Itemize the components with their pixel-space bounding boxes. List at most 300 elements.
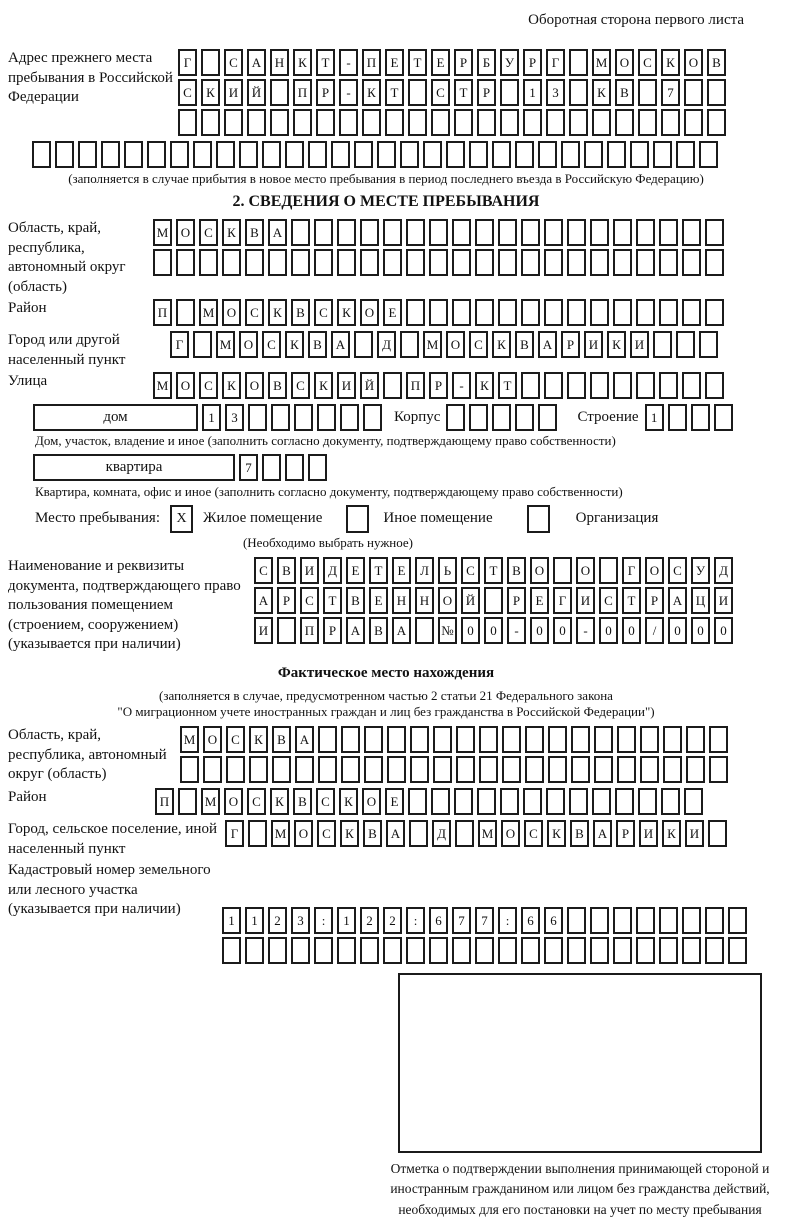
char-cell[interactable] xyxy=(640,726,659,753)
char-cell[interactable]: Р xyxy=(454,49,473,76)
char-cell[interactable] xyxy=(521,219,540,246)
char-cell[interactable]: Т xyxy=(484,557,503,584)
char-cell[interactable] xyxy=(339,109,358,136)
char-cell[interactable] xyxy=(431,109,450,136)
char-cell[interactable] xyxy=(360,219,379,246)
char-cell[interactable]: - xyxy=(339,49,358,76)
char-cell[interactable]: В xyxy=(268,372,287,399)
char-cell[interactable] xyxy=(314,219,333,246)
char-cell[interactable]: У xyxy=(500,49,519,76)
char-cell[interactable] xyxy=(247,109,266,136)
char-cell[interactable]: 7 xyxy=(239,454,258,481)
char-cell[interactable]: В xyxy=(346,587,365,614)
char-cell[interactable]: К xyxy=(475,372,494,399)
char-cell[interactable] xyxy=(590,219,609,246)
char-cell[interactable] xyxy=(661,109,680,136)
char-cell[interactable]: М xyxy=(478,820,497,847)
char-cell[interactable] xyxy=(699,141,718,168)
char-cell[interactable]: О xyxy=(530,557,549,584)
char-cell[interactable] xyxy=(561,141,580,168)
char-cell[interactable] xyxy=(636,907,655,934)
char-cell[interactable]: К xyxy=(270,788,289,815)
char-cell[interactable]: Е xyxy=(369,587,388,614)
char-cell[interactable] xyxy=(567,907,586,934)
char-cell[interactable] xyxy=(429,249,448,276)
char-cell[interactable] xyxy=(659,249,678,276)
char-cell[interactable] xyxy=(364,726,383,753)
char-cell[interactable]: Е xyxy=(431,49,450,76)
char-cell[interactable] xyxy=(318,756,337,783)
char-cell[interactable]: Л xyxy=(415,557,434,584)
char-cell[interactable] xyxy=(446,404,465,431)
char-cell[interactable] xyxy=(354,331,373,358)
checkbox-organizatsiya[interactable] xyxy=(527,505,550,533)
char-cell[interactable] xyxy=(538,141,557,168)
char-cell[interactable] xyxy=(262,454,281,481)
char-cell[interactable] xyxy=(193,141,212,168)
char-cell[interactable] xyxy=(502,726,521,753)
char-cell[interactable] xyxy=(590,907,609,934)
char-cell[interactable]: О xyxy=(176,219,195,246)
char-cell[interactable] xyxy=(500,109,519,136)
char-cell[interactable] xyxy=(569,49,588,76)
char-cell[interactable]: О xyxy=(222,299,241,326)
char-cell[interactable] xyxy=(387,756,406,783)
char-cell[interactable]: П xyxy=(406,372,425,399)
char-cell[interactable] xyxy=(663,756,682,783)
char-cell[interactable]: В xyxy=(515,331,534,358)
char-cell[interactable]: А xyxy=(346,617,365,644)
char-cell[interactable]: В xyxy=(570,820,589,847)
char-cell[interactable]: С xyxy=(524,820,543,847)
char-cell[interactable] xyxy=(475,299,494,326)
char-cell[interactable]: Е xyxy=(385,49,404,76)
char-cell[interactable] xyxy=(714,404,733,431)
char-cell[interactable] xyxy=(699,331,718,358)
char-cell[interactable] xyxy=(364,756,383,783)
char-cell[interactable]: О xyxy=(645,557,664,584)
char-cell[interactable] xyxy=(659,299,678,326)
char-cell[interactable]: М xyxy=(180,726,199,753)
char-cell[interactable] xyxy=(318,726,337,753)
char-cell[interactable] xyxy=(271,404,290,431)
char-cell[interactable] xyxy=(291,249,310,276)
char-cell[interactable] xyxy=(456,726,475,753)
char-cell[interactable]: М xyxy=(592,49,611,76)
char-cell[interactable] xyxy=(452,937,471,964)
char-cell[interactable]: Р xyxy=(429,372,448,399)
char-cell[interactable]: 6 xyxy=(429,907,448,934)
char-cell[interactable] xyxy=(567,372,586,399)
char-cell[interactable]: 6 xyxy=(544,907,563,934)
char-cell[interactable] xyxy=(613,907,632,934)
char-cell[interactable] xyxy=(248,404,267,431)
char-cell[interactable] xyxy=(268,937,287,964)
char-cell[interactable]: Р xyxy=(523,49,542,76)
char-cell[interactable] xyxy=(294,404,313,431)
char-cell[interactable]: И xyxy=(337,372,356,399)
char-cell[interactable]: 1 xyxy=(523,79,542,106)
char-cell[interactable] xyxy=(475,219,494,246)
char-cell[interactable]: Ц xyxy=(691,587,710,614)
char-cell[interactable] xyxy=(638,79,657,106)
char-cell[interactable] xyxy=(314,249,333,276)
char-cell[interactable]: К xyxy=(340,820,359,847)
char-cell[interactable]: К xyxy=(201,79,220,106)
char-cell[interactable] xyxy=(383,372,402,399)
char-cell[interactable] xyxy=(592,788,611,815)
char-cell[interactable]: А xyxy=(593,820,612,847)
char-cell[interactable] xyxy=(705,937,724,964)
char-cell[interactable]: К xyxy=(339,788,358,815)
char-cell[interactable]: В xyxy=(707,49,726,76)
char-cell[interactable] xyxy=(316,109,335,136)
char-cell[interactable]: 1 xyxy=(202,404,221,431)
char-cell[interactable] xyxy=(406,249,425,276)
char-cell[interactable] xyxy=(456,756,475,783)
char-cell[interactable] xyxy=(613,937,632,964)
char-cell[interactable] xyxy=(360,249,379,276)
char-cell[interactable] xyxy=(153,249,172,276)
char-cell[interactable]: Д xyxy=(714,557,733,584)
char-cell[interactable] xyxy=(636,937,655,964)
char-cell[interactable] xyxy=(55,141,74,168)
char-cell[interactable] xyxy=(201,109,220,136)
char-cell[interactable]: С xyxy=(469,331,488,358)
char-cell[interactable] xyxy=(500,788,519,815)
char-cell[interactable]: С xyxy=(317,820,336,847)
char-cell[interactable] xyxy=(308,141,327,168)
char-cell[interactable] xyxy=(291,937,310,964)
char-cell[interactable] xyxy=(638,788,657,815)
char-cell[interactable]: Е xyxy=(392,557,411,584)
char-cell[interactable] xyxy=(383,937,402,964)
char-cell[interactable]: Й xyxy=(360,372,379,399)
char-cell[interactable] xyxy=(684,79,703,106)
char-cell[interactable]: С xyxy=(226,726,245,753)
char-cell[interactable] xyxy=(590,299,609,326)
char-cell[interactable]: А xyxy=(254,587,273,614)
char-cell[interactable] xyxy=(682,937,701,964)
char-cell[interactable] xyxy=(538,404,557,431)
char-cell[interactable] xyxy=(484,587,503,614)
char-cell[interactable]: - xyxy=(507,617,526,644)
char-cell[interactable] xyxy=(340,404,359,431)
char-cell[interactable]: И xyxy=(630,331,649,358)
char-cell[interactable] xyxy=(705,299,724,326)
char-cell[interactable]: С xyxy=(431,79,450,106)
char-cell[interactable] xyxy=(544,299,563,326)
char-cell[interactable] xyxy=(498,937,517,964)
char-cell[interactable]: С xyxy=(599,587,618,614)
char-cell[interactable]: С xyxy=(262,331,281,358)
char-cell[interactable] xyxy=(515,404,534,431)
char-cell[interactable]: А xyxy=(392,617,411,644)
char-cell[interactable] xyxy=(101,141,120,168)
char-cell[interactable]: П xyxy=(155,788,174,815)
char-cell[interactable]: О xyxy=(684,49,703,76)
char-cell[interactable] xyxy=(515,141,534,168)
char-cell[interactable] xyxy=(410,756,429,783)
char-cell[interactable]: Е xyxy=(385,788,404,815)
char-cell[interactable]: 3 xyxy=(546,79,565,106)
char-cell[interactable] xyxy=(408,79,427,106)
char-cell[interactable]: К xyxy=(607,331,626,358)
char-cell[interactable] xyxy=(245,937,264,964)
char-cell[interactable] xyxy=(682,907,701,934)
char-cell[interactable] xyxy=(423,141,442,168)
char-cell[interactable]: М xyxy=(201,788,220,815)
char-cell[interactable]: 0 xyxy=(461,617,480,644)
char-cell[interactable]: Р xyxy=(277,587,296,614)
char-cell[interactable]: О xyxy=(438,587,457,614)
char-cell[interactable]: : xyxy=(314,907,333,934)
char-cell[interactable] xyxy=(613,299,632,326)
char-cell[interactable] xyxy=(387,726,406,753)
char-cell[interactable] xyxy=(385,109,404,136)
char-cell[interactable] xyxy=(728,907,747,934)
char-cell[interactable]: С xyxy=(461,557,480,584)
char-cell[interactable] xyxy=(521,937,540,964)
char-cell[interactable]: С xyxy=(254,557,273,584)
char-cell[interactable] xyxy=(590,249,609,276)
char-cell[interactable] xyxy=(594,726,613,753)
char-cell[interactable] xyxy=(676,331,695,358)
char-cell[interactable] xyxy=(613,372,632,399)
char-cell[interactable] xyxy=(571,726,590,753)
char-cell[interactable]: С xyxy=(199,372,218,399)
char-cell[interactable]: 0 xyxy=(714,617,733,644)
char-cell[interactable]: Р xyxy=(477,79,496,106)
char-cell[interactable] xyxy=(477,788,496,815)
char-cell[interactable]: П xyxy=(300,617,319,644)
char-cell[interactable] xyxy=(636,249,655,276)
char-cell[interactable] xyxy=(199,249,218,276)
char-cell[interactable]: А xyxy=(538,331,557,358)
char-cell[interactable]: К xyxy=(492,331,511,358)
char-cell[interactable]: 3 xyxy=(291,907,310,934)
checkbox-inoe-pomeshchenie[interactable] xyxy=(346,505,369,533)
char-cell[interactable]: № xyxy=(438,617,457,644)
char-cell[interactable] xyxy=(452,219,471,246)
char-cell[interactable] xyxy=(377,141,396,168)
char-cell[interactable] xyxy=(682,372,701,399)
char-cell[interactable]: Д xyxy=(432,820,451,847)
char-cell[interactable] xyxy=(590,372,609,399)
char-cell[interactable] xyxy=(567,937,586,964)
char-cell[interactable] xyxy=(201,49,220,76)
char-cell[interactable]: В xyxy=(507,557,526,584)
char-cell[interactable]: Г xyxy=(170,331,189,358)
char-cell[interactable]: П xyxy=(293,79,312,106)
char-cell[interactable] xyxy=(337,219,356,246)
char-cell[interactable] xyxy=(684,109,703,136)
char-cell[interactable] xyxy=(546,109,565,136)
char-cell[interactable]: О xyxy=(362,788,381,815)
char-cell[interactable] xyxy=(337,249,356,276)
char-cell[interactable]: 7 xyxy=(661,79,680,106)
char-cell[interactable] xyxy=(469,141,488,168)
char-cell[interactable]: Е xyxy=(383,299,402,326)
char-cell[interactable]: Т xyxy=(622,587,641,614)
char-cell[interactable] xyxy=(709,756,728,783)
char-cell[interactable]: А xyxy=(268,219,287,246)
char-cell[interactable] xyxy=(176,249,195,276)
char-cell[interactable] xyxy=(661,788,680,815)
char-cell[interactable]: 0 xyxy=(691,617,710,644)
char-cell[interactable] xyxy=(383,249,402,276)
char-cell[interactable] xyxy=(341,726,360,753)
char-cell[interactable] xyxy=(314,937,333,964)
char-cell[interactable]: 0 xyxy=(668,617,687,644)
char-cell[interactable] xyxy=(615,788,634,815)
char-cell[interactable] xyxy=(400,141,419,168)
char-cell[interactable]: Т xyxy=(454,79,473,106)
char-cell[interactable]: М xyxy=(271,820,290,847)
char-cell[interactable] xyxy=(567,299,586,326)
char-cell[interactable] xyxy=(594,756,613,783)
char-cell[interactable] xyxy=(500,79,519,106)
char-cell[interactable]: О xyxy=(203,726,222,753)
char-cell[interactable] xyxy=(502,756,521,783)
char-cell[interactable]: Й xyxy=(247,79,266,106)
char-cell[interactable] xyxy=(684,788,703,815)
char-cell[interactable] xyxy=(615,109,634,136)
checkbox-zhiloe-pomeshchenie[interactable]: X xyxy=(170,505,193,533)
char-cell[interactable]: И xyxy=(639,820,658,847)
char-cell[interactable]: 1 xyxy=(222,907,241,934)
char-cell[interactable]: Т xyxy=(498,372,517,399)
char-cell[interactable] xyxy=(124,141,143,168)
char-cell[interactable]: И xyxy=(714,587,733,614)
char-cell[interactable]: С xyxy=(224,49,243,76)
char-cell[interactable]: М xyxy=(423,331,442,358)
char-cell[interactable] xyxy=(705,219,724,246)
char-cell[interactable] xyxy=(668,404,687,431)
char-cell[interactable] xyxy=(224,109,243,136)
char-cell[interactable]: 0 xyxy=(622,617,641,644)
char-cell[interactable] xyxy=(607,141,626,168)
char-cell[interactable] xyxy=(521,372,540,399)
char-cell[interactable] xyxy=(170,141,189,168)
char-cell[interactable] xyxy=(705,907,724,934)
char-cell[interactable]: А xyxy=(331,331,350,358)
char-cell[interactable] xyxy=(653,331,672,358)
char-cell[interactable] xyxy=(285,454,304,481)
char-cell[interactable] xyxy=(523,788,542,815)
char-cell[interactable] xyxy=(317,404,336,431)
char-cell[interactable] xyxy=(429,937,448,964)
char-cell[interactable] xyxy=(521,299,540,326)
char-cell[interactable]: В xyxy=(272,726,291,753)
char-cell[interactable] xyxy=(406,299,425,326)
char-cell[interactable] xyxy=(308,454,327,481)
char-cell[interactable] xyxy=(248,820,267,847)
char-cell[interactable]: Ь xyxy=(438,557,457,584)
char-cell[interactable] xyxy=(239,141,258,168)
char-cell[interactable]: - xyxy=(339,79,358,106)
char-cell[interactable] xyxy=(455,820,474,847)
char-cell[interactable] xyxy=(553,557,572,584)
char-cell[interactable]: О xyxy=(360,299,379,326)
char-cell[interactable]: О xyxy=(224,788,243,815)
char-cell[interactable]: В xyxy=(615,79,634,106)
char-cell[interactable]: О xyxy=(446,331,465,358)
char-cell[interactable]: Г xyxy=(546,49,565,76)
char-cell[interactable] xyxy=(569,788,588,815)
char-cell[interactable] xyxy=(180,756,199,783)
char-cell[interactable] xyxy=(569,79,588,106)
char-cell[interactable]: С xyxy=(316,788,335,815)
char-cell[interactable] xyxy=(659,907,678,934)
char-cell[interactable] xyxy=(525,726,544,753)
char-cell[interactable]: В xyxy=(308,331,327,358)
char-cell[interactable]: 7 xyxy=(452,907,471,934)
char-cell[interactable] xyxy=(708,820,727,847)
char-cell[interactable]: О xyxy=(245,372,264,399)
char-cell[interactable]: С xyxy=(245,299,264,326)
char-cell[interactable]: М xyxy=(216,331,235,358)
char-cell[interactable]: Н xyxy=(392,587,411,614)
char-cell[interactable] xyxy=(245,249,264,276)
char-cell[interactable] xyxy=(410,726,429,753)
char-cell[interactable]: 2 xyxy=(360,907,379,934)
char-cell[interactable] xyxy=(498,249,517,276)
char-cell[interactable]: - xyxy=(576,617,595,644)
char-cell[interactable] xyxy=(492,141,511,168)
char-cell[interactable] xyxy=(636,299,655,326)
char-cell[interactable]: О xyxy=(294,820,313,847)
char-cell[interactable]: 1 xyxy=(337,907,356,934)
char-cell[interactable]: О xyxy=(615,49,634,76)
char-cell[interactable] xyxy=(682,249,701,276)
char-cell[interactable] xyxy=(613,219,632,246)
char-cell[interactable]: П xyxy=(153,299,172,326)
char-cell[interactable]: В xyxy=(277,557,296,584)
char-cell[interactable] xyxy=(544,219,563,246)
char-cell[interactable]: Г xyxy=(553,587,572,614)
char-cell[interactable] xyxy=(203,756,222,783)
char-cell[interactable]: С xyxy=(178,79,197,106)
char-cell[interactable]: К xyxy=(285,331,304,358)
char-cell[interactable]: И xyxy=(584,331,603,358)
char-cell[interactable] xyxy=(682,299,701,326)
char-cell[interactable] xyxy=(360,937,379,964)
char-cell[interactable]: Н xyxy=(415,587,434,614)
char-cell[interactable]: Р xyxy=(316,79,335,106)
char-cell[interactable] xyxy=(270,79,289,106)
char-cell[interactable]: К xyxy=(222,219,241,246)
char-cell[interactable] xyxy=(523,109,542,136)
char-cell[interactable] xyxy=(590,937,609,964)
char-cell[interactable]: С xyxy=(291,372,310,399)
char-cell[interactable] xyxy=(709,726,728,753)
char-cell[interactable]: 7 xyxy=(475,907,494,934)
char-cell[interactable]: Д xyxy=(377,331,396,358)
char-cell[interactable]: Р xyxy=(507,587,526,614)
char-cell[interactable] xyxy=(433,756,452,783)
char-cell[interactable]: : xyxy=(406,907,425,934)
char-cell[interactable] xyxy=(363,404,382,431)
char-cell[interactable]: 0 xyxy=(484,617,503,644)
char-cell[interactable] xyxy=(659,219,678,246)
char-cell[interactable] xyxy=(492,404,511,431)
char-cell[interactable]: К xyxy=(662,820,681,847)
char-cell[interactable] xyxy=(277,617,296,644)
char-cell[interactable]: У xyxy=(691,557,710,584)
char-cell[interactable] xyxy=(408,788,427,815)
char-cell[interactable]: И xyxy=(576,587,595,614)
